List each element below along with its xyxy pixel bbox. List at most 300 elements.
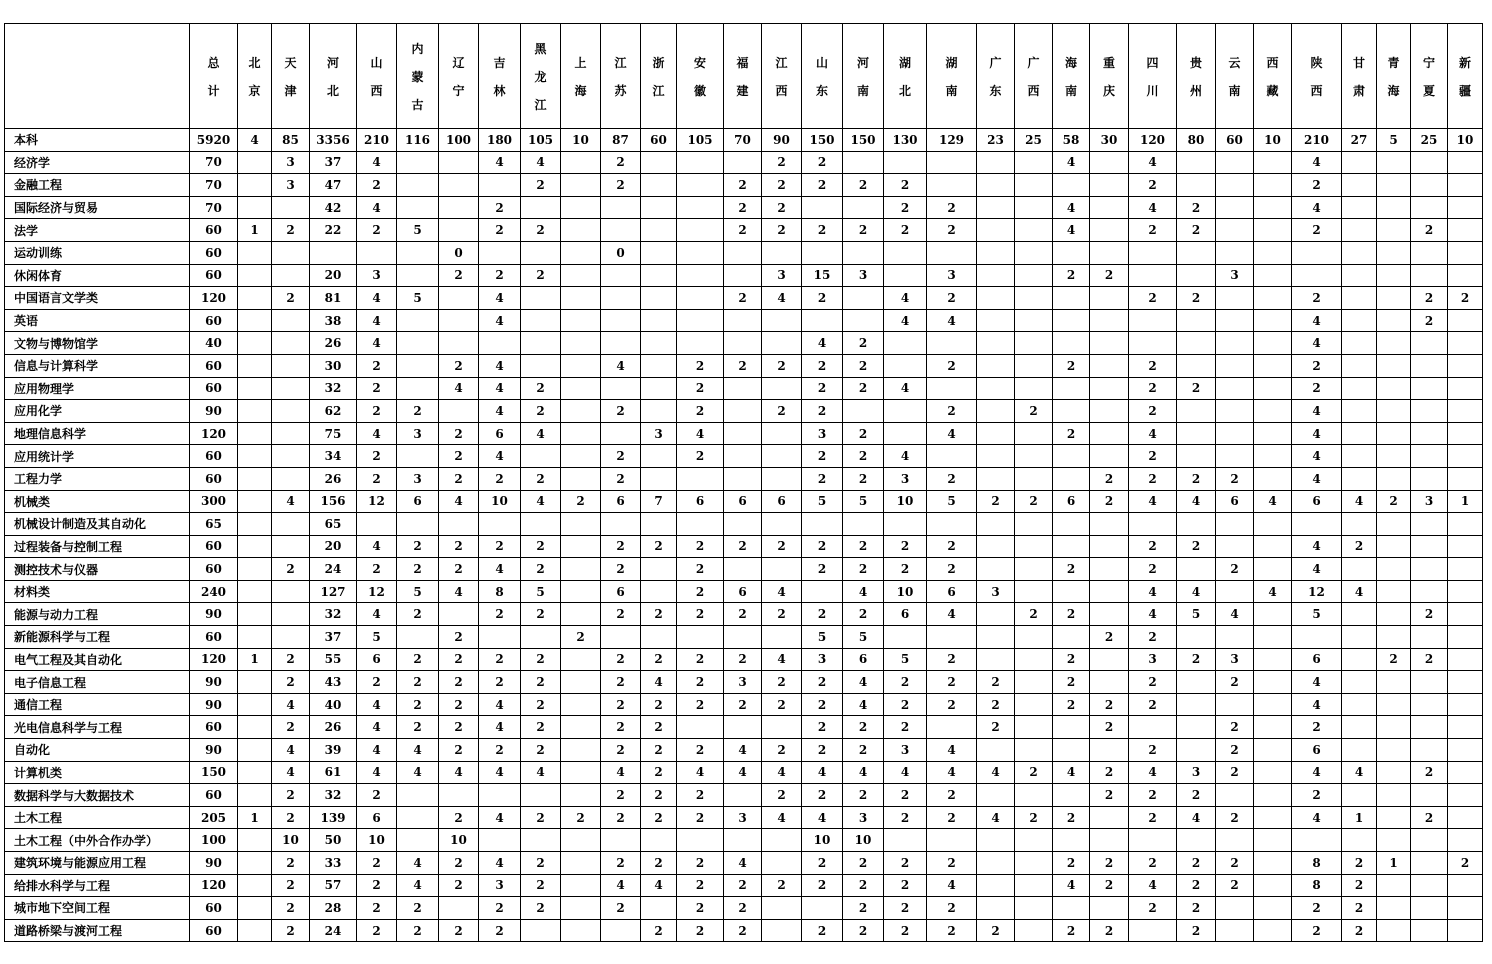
quota-cell: 2	[1292, 919, 1342, 942]
quota-cell	[1342, 739, 1377, 762]
column-header	[238, 24, 272, 129]
quota-cell: 10	[479, 490, 521, 513]
quota-cell	[561, 513, 601, 536]
quota-cell	[1254, 806, 1292, 829]
quota-cell	[521, 332, 561, 355]
quota-cell	[561, 422, 601, 445]
quota-cell	[677, 716, 724, 739]
quota-cell: 2	[1342, 897, 1377, 920]
quota-cell: 4	[927, 761, 977, 784]
quota-cell	[561, 174, 601, 197]
quota-cell	[1216, 445, 1254, 468]
quota-cell: 2	[439, 693, 479, 716]
quota-cell: 4	[1342, 490, 1377, 513]
table-row	[5, 354, 1483, 377]
quota-cell: 4	[1216, 603, 1254, 626]
quota-cell: 4	[1292, 151, 1342, 174]
quota-cell	[762, 445, 802, 468]
quota-cell	[1015, 693, 1053, 716]
quota-cell: 6	[1292, 739, 1342, 762]
quota-cell: 2	[1053, 264, 1090, 287]
quota-cell	[641, 196, 677, 219]
quota-cell: 2	[843, 467, 884, 490]
quota-cell: 2	[1177, 219, 1216, 242]
quota-cell: 4	[641, 874, 677, 897]
quota-cell: 3	[724, 806, 762, 829]
quota-cell: 2	[884, 671, 927, 694]
quota-cell	[762, 558, 802, 581]
quota-cell	[677, 513, 724, 536]
quota-cell: 6	[884, 603, 927, 626]
quota-cell: 3	[641, 422, 677, 445]
quota-cell: 2	[884, 806, 927, 829]
quota-cell	[238, 535, 272, 558]
quota-cell	[1342, 287, 1377, 310]
quota-cell: 2	[1292, 897, 1342, 920]
quota-cell: 2	[724, 219, 762, 242]
column-header-char: 黑	[534, 42, 547, 56]
quota-cell: 4	[1053, 874, 1090, 897]
major-name-cell: 国际经济与贸易	[5, 196, 190, 219]
quota-cell	[439, 897, 479, 920]
quota-cell: 4	[272, 739, 310, 762]
quota-cell	[1342, 332, 1377, 355]
quota-cell: 4	[1177, 580, 1216, 603]
quota-cell: 25	[1015, 129, 1053, 152]
quota-cell	[677, 219, 724, 242]
quota-cell	[1411, 897, 1448, 920]
quota-cell: 12	[357, 580, 397, 603]
column-header-char: 内	[411, 42, 424, 56]
quota-cell	[561, 558, 601, 581]
quota-cell: 4	[724, 852, 762, 875]
quota-cell	[1216, 241, 1254, 264]
quota-cell	[1448, 400, 1483, 423]
quota-cell	[1292, 264, 1342, 287]
quota-cell: 2	[1053, 422, 1090, 445]
quota-cell	[802, 513, 843, 536]
quota-cell	[1090, 174, 1129, 197]
quota-cell: 10	[561, 129, 601, 152]
total-cell: 90	[190, 852, 238, 875]
quota-cell	[1015, 264, 1053, 287]
quota-cell	[1216, 354, 1254, 377]
quota-cell: 3	[884, 739, 927, 762]
quota-cell: 2	[762, 671, 802, 694]
quota-cell: 12	[357, 490, 397, 513]
column-header-char: 江	[652, 84, 665, 98]
quota-cell: 4	[724, 739, 762, 762]
quota-cell	[762, 919, 802, 942]
table-row	[5, 693, 1483, 716]
quota-cell	[677, 287, 724, 310]
quota-cell: 2	[724, 354, 762, 377]
quota-cell	[1448, 354, 1483, 377]
quota-cell	[521, 829, 561, 852]
quota-cell	[1216, 535, 1254, 558]
quota-cell	[1090, 151, 1129, 174]
quota-cell: 2	[601, 648, 641, 671]
quota-cell: 2	[272, 874, 310, 897]
major-name-cell: 能源与动力工程	[5, 603, 190, 626]
quota-cell: 4	[439, 761, 479, 784]
quota-cell: 2	[1292, 354, 1342, 377]
quota-cell: 2	[884, 693, 927, 716]
quota-cell	[1090, 196, 1129, 219]
quota-cell: 2	[884, 219, 927, 242]
quota-cell	[641, 377, 677, 400]
quota-cell	[1254, 874, 1292, 897]
quota-cell: 2	[601, 151, 641, 174]
quota-cell: 37	[310, 626, 357, 649]
quota-cell: 4	[1053, 196, 1090, 219]
quota-cell	[561, 603, 601, 626]
quota-cell: 2	[1053, 806, 1090, 829]
quota-cell: 2	[439, 264, 479, 287]
quota-cell: 2	[1177, 648, 1216, 671]
quota-cell: 27	[1342, 129, 1377, 152]
quota-cell: 4	[357, 196, 397, 219]
quota-cell: 2	[601, 603, 641, 626]
quota-cell: 2	[843, 422, 884, 445]
column-header	[272, 24, 310, 129]
quota-cell	[927, 377, 977, 400]
quota-cell: 2	[397, 535, 439, 558]
quota-cell	[1342, 377, 1377, 400]
quota-cell	[802, 580, 843, 603]
quota-cell: 2	[439, 626, 479, 649]
quota-cell	[884, 829, 927, 852]
quota-cell	[1015, 716, 1053, 739]
quota-cell	[561, 829, 601, 852]
quota-cell: 2	[1411, 603, 1448, 626]
quota-cell	[1090, 422, 1129, 445]
quota-cell: 2	[802, 919, 843, 942]
quota-cell	[1254, 151, 1292, 174]
quota-cell: 2	[1177, 287, 1216, 310]
quota-cell: 2	[272, 648, 310, 671]
quota-cell: 2	[601, 693, 641, 716]
quota-cell	[238, 829, 272, 852]
quota-cell	[272, 445, 310, 468]
quota-cell: 2	[1129, 377, 1177, 400]
table-row	[5, 648, 1483, 671]
quota-cell	[1448, 919, 1483, 942]
quota-cell	[641, 558, 677, 581]
quota-cell: 4	[439, 490, 479, 513]
quota-cell: 12	[1292, 580, 1342, 603]
table-row	[5, 852, 1483, 875]
quota-cell: 2	[479, 264, 521, 287]
quota-cell: 2	[397, 919, 439, 942]
quota-cell	[1448, 558, 1483, 581]
quota-cell	[238, 196, 272, 219]
quota-cell	[1053, 400, 1090, 423]
quota-cell: 4	[357, 535, 397, 558]
quota-cell: 5	[1177, 603, 1216, 626]
quota-cell	[1448, 196, 1483, 219]
quota-cell: 4	[357, 739, 397, 762]
quota-cell	[1411, 580, 1448, 603]
quota-cell	[641, 264, 677, 287]
quota-cell	[561, 919, 601, 942]
quota-cell: 2	[677, 377, 724, 400]
quota-cell: 2	[802, 693, 843, 716]
quota-cell: 2	[802, 354, 843, 377]
quota-cell	[762, 241, 802, 264]
table-row	[5, 535, 1483, 558]
major-name-cell: 应用化学	[5, 400, 190, 423]
quota-cell	[1177, 626, 1216, 649]
quota-cell	[272, 422, 310, 445]
quota-cell: 2	[601, 400, 641, 423]
table-row	[5, 919, 1483, 942]
quota-cell: 2	[843, 174, 884, 197]
major-name-cell: 金融工程	[5, 174, 190, 197]
quota-cell: 3	[843, 806, 884, 829]
quota-cell: 2	[884, 535, 927, 558]
quota-cell: 2	[762, 874, 802, 897]
table-row	[5, 626, 1483, 649]
quota-cell	[1015, 219, 1053, 242]
quota-cell: 10	[1254, 129, 1292, 152]
quota-cell	[521, 445, 561, 468]
table-row	[5, 558, 1483, 581]
quota-cell: 2	[927, 784, 977, 807]
quota-cell: 2	[1216, 761, 1254, 784]
quota-cell	[1216, 219, 1254, 242]
quota-cell	[1216, 897, 1254, 920]
quota-cell	[1053, 174, 1090, 197]
quota-cell	[677, 264, 724, 287]
quota-cell: 6	[357, 806, 397, 829]
quota-cell: 4	[884, 377, 927, 400]
quota-cell: 4	[479, 558, 521, 581]
quota-cell	[677, 151, 724, 174]
quota-cell	[238, 603, 272, 626]
quota-cell	[1342, 151, 1377, 174]
quota-cell	[439, 400, 479, 423]
major-name-cell: 机械类	[5, 490, 190, 513]
major-name-cell: 城市地下空间工程	[5, 897, 190, 920]
quota-cell	[238, 874, 272, 897]
quota-cell	[1342, 196, 1377, 219]
quota-cell	[1377, 919, 1411, 942]
quota-cell	[439, 151, 479, 174]
quota-cell	[1254, 603, 1292, 626]
quota-cell	[479, 626, 521, 649]
quota-cell: 2	[641, 693, 677, 716]
quota-cell	[1448, 309, 1483, 332]
quota-cell	[1448, 829, 1483, 852]
quota-cell: 4	[884, 309, 927, 332]
column-header-char: 江	[534, 98, 547, 112]
quota-cell	[272, 400, 310, 423]
quota-cell: 2	[1177, 874, 1216, 897]
quota-cell: 2	[724, 874, 762, 897]
quota-cell	[272, 309, 310, 332]
quota-cell	[238, 264, 272, 287]
quota-cell: 4	[1177, 806, 1216, 829]
quota-cell: 2	[272, 558, 310, 581]
quota-cell: 2	[439, 919, 479, 942]
quota-cell	[601, 287, 641, 310]
total-cell: 120	[190, 874, 238, 897]
major-name-cell: 过程装备与控制工程	[5, 535, 190, 558]
quota-cell	[238, 377, 272, 400]
quota-cell	[1015, 919, 1053, 942]
major-name-cell: 文物与博物馆学	[5, 332, 190, 355]
quota-cell: 2	[802, 852, 843, 875]
total-cell: 70	[190, 196, 238, 219]
quota-cell	[561, 671, 601, 694]
total-cell: 60	[190, 897, 238, 920]
quota-cell	[272, 196, 310, 219]
quota-cell: 4	[397, 761, 439, 784]
column-header-char: 吉	[493, 56, 506, 70]
quota-cell: 105	[677, 129, 724, 152]
quota-cell	[439, 219, 479, 242]
major-name-cell: 道路桥梁与渡河工程	[5, 919, 190, 942]
quota-cell	[397, 377, 439, 400]
column-header-char: 北	[248, 56, 261, 70]
table-row	[5, 400, 1483, 423]
quota-cell	[1377, 241, 1411, 264]
quota-cell	[272, 603, 310, 626]
quota-cell: 2	[1090, 264, 1129, 287]
quota-cell: 4	[1129, 196, 1177, 219]
quota-cell: 4	[601, 874, 641, 897]
quota-cell: 20	[310, 264, 357, 287]
quota-cell: 4	[927, 422, 977, 445]
column-header	[1015, 24, 1053, 129]
column-header-char: 甘	[1352, 56, 1365, 70]
quota-cell: 2	[724, 174, 762, 197]
quota-cell: 3	[843, 264, 884, 287]
quota-cell: 2	[843, 739, 884, 762]
quota-cell: 4	[1292, 467, 1342, 490]
quota-cell	[641, 219, 677, 242]
quota-cell: 2	[521, 648, 561, 671]
quota-cell: 2	[843, 332, 884, 355]
quota-cell: 3	[1177, 761, 1216, 784]
quota-cell	[641, 513, 677, 536]
quota-cell	[1342, 219, 1377, 242]
quota-cell	[1448, 151, 1483, 174]
quota-cell: 2	[927, 219, 977, 242]
quota-cell: 4	[927, 739, 977, 762]
column-header-char: 北	[898, 84, 911, 98]
quota-cell: 2	[884, 174, 927, 197]
column-header-char: 西	[370, 84, 383, 98]
column-header	[1177, 24, 1216, 129]
quota-cell: 4	[1053, 761, 1090, 784]
quota-cell	[1292, 241, 1342, 264]
quota-cell	[1015, 332, 1053, 355]
column-header-char: 江	[775, 56, 788, 70]
quota-cell: 2	[521, 897, 561, 920]
quota-cell: 2	[1053, 693, 1090, 716]
quota-cell: 4	[1254, 490, 1292, 513]
total-cell: 60	[190, 377, 238, 400]
quota-cell	[724, 241, 762, 264]
table-row	[5, 490, 1483, 513]
quota-cell: 2	[561, 626, 601, 649]
quota-cell	[1177, 354, 1216, 377]
quota-cell: 4	[1129, 874, 1177, 897]
quota-cell: 2	[677, 354, 724, 377]
column-header-char: 山	[370, 56, 383, 70]
column-header-char: 四	[1146, 56, 1159, 70]
quota-cell	[1177, 513, 1216, 536]
quota-cell	[1015, 422, 1053, 445]
quota-cell	[641, 400, 677, 423]
quota-cell	[1342, 445, 1377, 468]
quota-cell	[1129, 829, 1177, 852]
quota-cell: 4	[479, 445, 521, 468]
quota-cell	[479, 174, 521, 197]
quota-cell: 42	[310, 196, 357, 219]
quota-cell	[479, 332, 521, 355]
table-row	[5, 377, 1483, 400]
quota-cell	[1129, 919, 1177, 942]
quota-cell	[724, 716, 762, 739]
quota-cell	[1053, 784, 1090, 807]
quota-cell: 2	[479, 219, 521, 242]
quota-cell	[1129, 332, 1177, 355]
quota-cell	[1411, 513, 1448, 536]
major-name-cell: 运动训练	[5, 241, 190, 264]
quota-cell: 25	[1411, 129, 1448, 152]
column-header	[521, 24, 561, 129]
quota-cell: 55	[310, 648, 357, 671]
quota-cell: 2	[521, 874, 561, 897]
quota-cell: 120	[1129, 129, 1177, 152]
quota-cell: 4	[439, 580, 479, 603]
quota-cell: 2	[802, 671, 843, 694]
quota-cell: 90	[762, 129, 802, 152]
quota-cell	[677, 332, 724, 355]
quota-cell: 4	[1342, 761, 1377, 784]
quota-cell: 3	[479, 874, 521, 897]
quota-cell	[1254, 241, 1292, 264]
table-row	[5, 784, 1483, 807]
quota-cell	[977, 874, 1015, 897]
quota-cell: 6	[357, 648, 397, 671]
quota-cell: 2	[521, 806, 561, 829]
quota-cell: 2	[521, 264, 561, 287]
header-corner	[5, 24, 190, 129]
quota-cell: 2	[1216, 852, 1254, 875]
quota-cell: 2	[601, 716, 641, 739]
quota-cell	[884, 151, 927, 174]
quota-cell	[762, 829, 802, 852]
quota-cell: 2	[357, 467, 397, 490]
quota-cell	[843, 287, 884, 310]
quota-cell: 2	[677, 580, 724, 603]
quota-cell	[601, 264, 641, 287]
column-header-char: 北	[326, 84, 339, 98]
quota-cell	[1254, 354, 1292, 377]
quota-cell	[843, 196, 884, 219]
quota-cell	[479, 241, 521, 264]
quota-cell	[272, 467, 310, 490]
major-name-cell: 本科	[5, 129, 190, 152]
quota-cell: 8	[1292, 852, 1342, 875]
quota-cell	[238, 558, 272, 581]
quota-cell: 2	[479, 919, 521, 942]
quota-cell: 43	[310, 671, 357, 694]
